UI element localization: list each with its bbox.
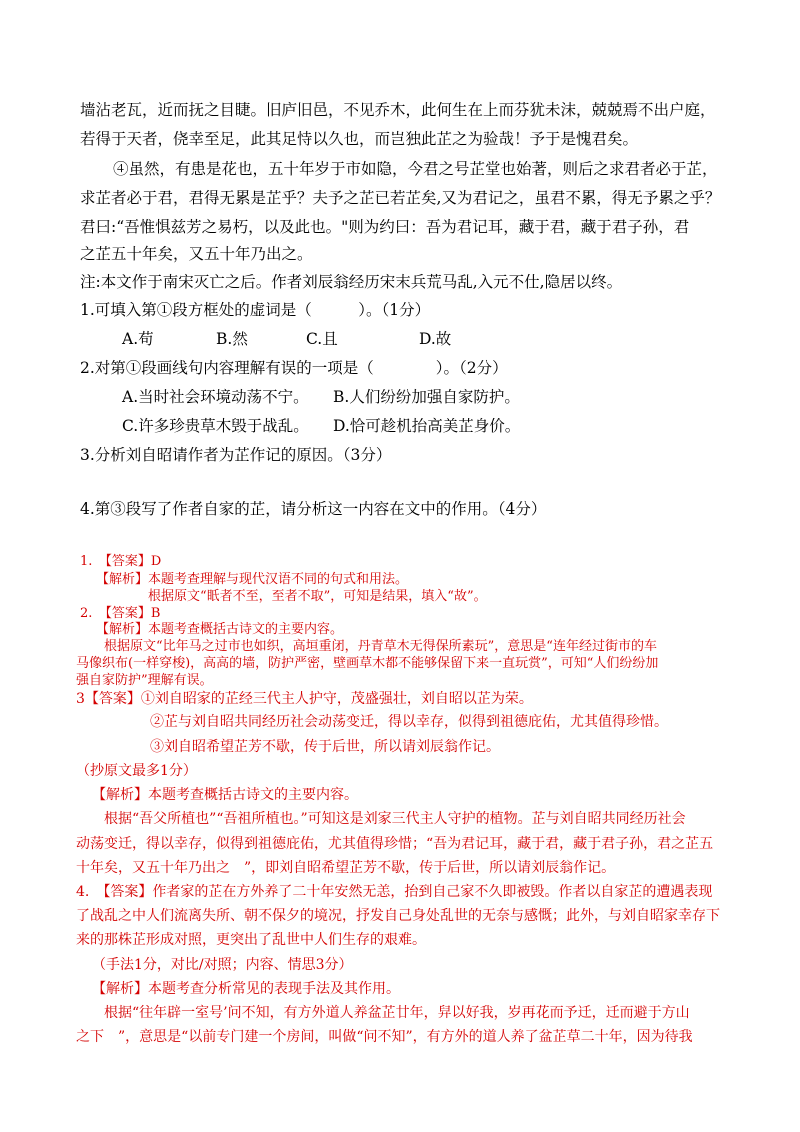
answer-4-body-3: 来的那株芷形成对照，更突出了乱世中人们生存的艰难。 xyxy=(76,932,426,948)
passage-line-1: 墙沾老瓦，近而抚之目睫。旧庐旧邑，不见乔木，此何生在上而芬犹未沫，兢兢焉不出户庭， xyxy=(80,101,716,119)
answer-3-body-1: 根据“吾父所植也”“吾祖所植也。”可知这是刘家三代主人守护的植物。芷与刘自昭共同经历社会 xyxy=(104,811,686,827)
question-2: 2.对第①段画线句内容理解有误的一项是（ ）。（2分） xyxy=(80,359,508,377)
answer-3-analysis: 【解析】本题考查概括古诗文的主要内容。 xyxy=(92,787,358,803)
answer-4-body-5: 之下 ”，意思是“以前专门建一个房间，叫做“问不知”，有方外的道人养了盆芷草二十年，因为待我 xyxy=(76,1029,693,1045)
passage-line-6: 之芷五十年矣，又五十年乃出之。 xyxy=(80,245,313,263)
answer-4-body-2: 了战乱之中人们流离失所、朝不保夕的境况，抒发自己身处乱世的无奈与感慨；此外，与刘自昭家幸存下 xyxy=(76,908,720,924)
q2-option-d: D.恰可趁机抬高美芷身价。 xyxy=(333,417,521,435)
answer-2-body-2: 马像织布(一样穿梭)，高高的墙，防护严密，壁画草木都不能够保留下来一直玩赏”，可知“人们纷纷加 xyxy=(76,656,659,671)
q1-option-a: A.苟 xyxy=(122,330,154,348)
answer-3-point-2: ②芷与刘自昭共同经历社会动荡变迁，得以幸存，似得到祖德庇佑，尤其值得珍惜。 xyxy=(150,714,668,730)
answer-2-body-3: 强自家防护”理解有误。 xyxy=(76,673,213,688)
passage-line-2: 若得于天者，侥幸至足，此其足恃以久也，而岂独此芷之为验哉！予于是愧君矣。 xyxy=(80,130,639,148)
answer-3-body-3: 十年矣，又五十年乃出之 ”，即刘自昭希望芷芳不歇，传于后世，所以请刘辰翁作记。 xyxy=(76,860,616,876)
answer-1-label: 1. 【答案】D xyxy=(80,554,162,569)
q2-option-a: A.当时社会环境动荡不宁。 xyxy=(122,388,309,406)
answer-2-analysis: 【解析】本题考查概括古诗文的主要内容。 xyxy=(96,622,344,637)
answer-4-note: （手法1分，对比/对照；内容、情思3分） xyxy=(92,957,353,973)
question-3: 3.分析刘自昭请作者为芷作记的原因。（3分） xyxy=(80,446,392,464)
q2-option-c: C.许多珍贵草木毁于战乱。 xyxy=(122,417,309,435)
answer-3-body-2: 动荡变迁，得以幸存，似得到祖德庇佑，尤其值得珍惜；“吾为君记耳，藏于君，藏于君子孙，君之芷五 xyxy=(76,836,714,852)
answer-4-body-4: 根据“往年辟一室号’问不知，有方外道人养盆芷廿年，舁以好我，岁再花而予迁，迁而避于方山 xyxy=(104,1005,690,1021)
q1-option-c: C.且 xyxy=(306,330,338,348)
passage-line-4: 求芷者必于君，君得无累是芷乎？夫予之芷已若芷矣,又为君记之，虽君不累，得无予累之乎？ xyxy=(80,189,721,207)
answer-2-label: 2. 【答案】B xyxy=(80,606,161,621)
answer-4-label: 4. 【答案】作者家的芷在方外养了二十年安然无恙，抬到自己家不久即被毁。作者以自家芷的遭遇表现 xyxy=(76,884,713,900)
answer-1-body: 根据原文“眂者不至，至者不取”，可知是结果，填入“故”。 xyxy=(148,589,487,604)
answer-3-label: 3【答案】①刘自昭家的芷经三代主人护守，茂盛强壮，刘自昭以芷为荣。 xyxy=(76,691,533,707)
question-1: 1.可填入第①段方框处的虚词是（ ）。（1分） xyxy=(80,301,431,319)
q1-option-d: D.故 xyxy=(419,330,452,348)
answer-3-note: （抄原文最多1分） xyxy=(76,763,197,779)
q2-option-b: B.人们纷纷加强自家防护。 xyxy=(333,388,520,406)
answer-4-analysis: 【解析】本题考查分析常见的表现手法及其作用。 xyxy=(92,981,400,997)
passage-line-3: ④虽然，有患是花也，五十年岁于市如隐，今君之号芷堂也始著，则后之求君者必于芷， xyxy=(113,160,718,178)
q1-option-b: B.然 xyxy=(216,330,248,348)
passage-note: 注:本文作于南宋灭亡之后。作者刘辰翁经历宋末兵荒马乱,入元不仕,隐居以终。 xyxy=(80,273,623,291)
answer-2-body-1: 根据原文“比年马之过市也如织，高垣重闭，丹青草木无得保所素玩”，意思是“连年经过街市的车 xyxy=(104,639,657,654)
answer-3-point-3: ③刘自昭希望芷芳不歇，传于后世，所以请刘辰翁作记。 xyxy=(150,739,500,755)
question-4: 4.第③段写了作者自家的芷，请分析这一内容在文中的作用。（4分） xyxy=(80,500,547,518)
answer-1-analysis: 【解析】本题考查理解与现代汉语不同的句式和用法。 xyxy=(96,572,409,587)
passage-line-5: 君曰:“吾惟惧兹芳之易朽，以及此也。"则为约曰：吾为君记耳，藏于君，藏于君子孙，君 xyxy=(80,218,690,236)
